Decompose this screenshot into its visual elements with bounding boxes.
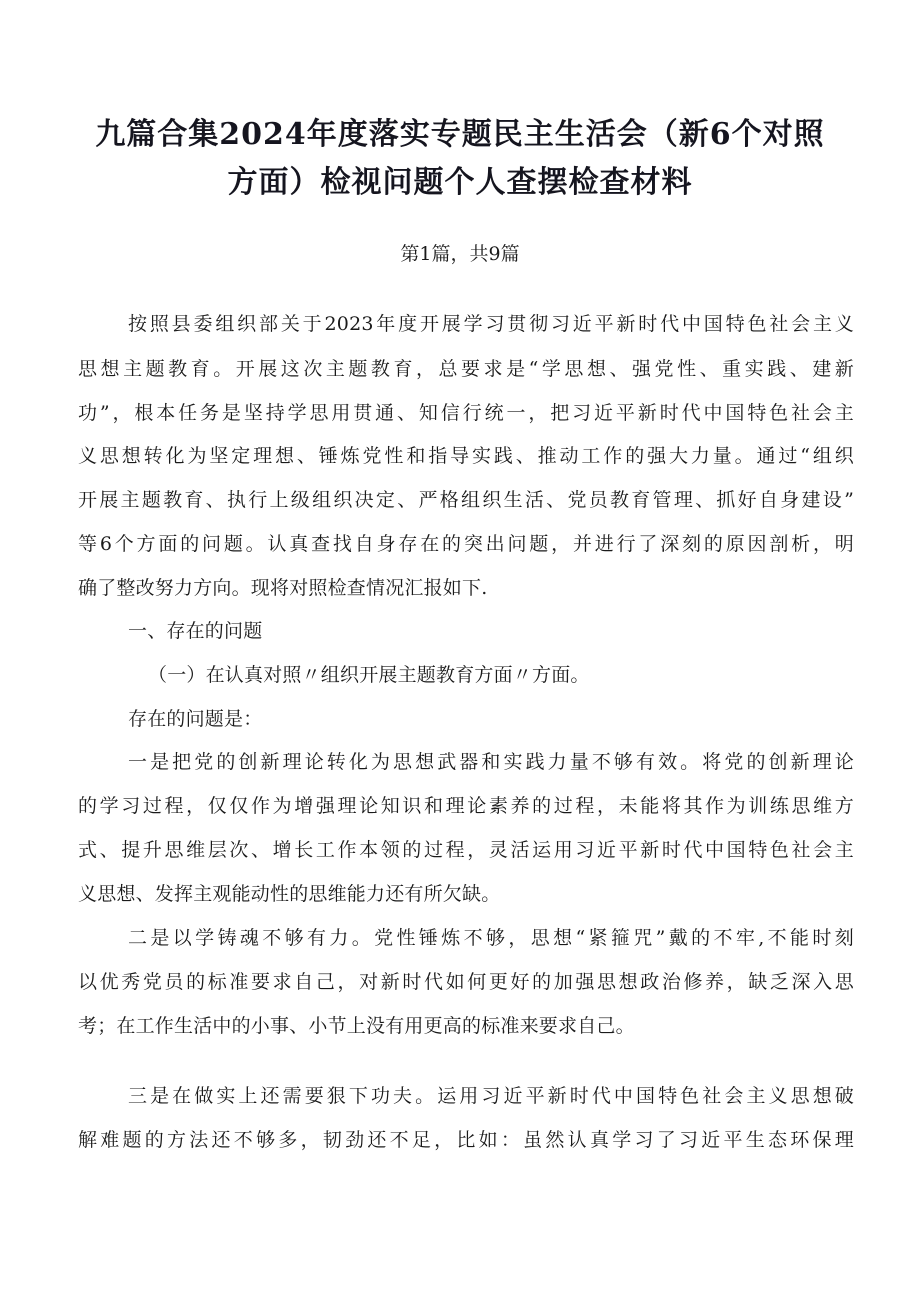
body-line: 存在的问题是： bbox=[128, 708, 263, 730]
body-line: 等6个方面的问题。认真查找自身存在的突出问题，并进行了深刻的原因剖析，明 bbox=[78, 533, 854, 555]
body-line: 功”，根本任务是坚持学思用贯通、知信行统一，把习近平新时代中国特色社会主 bbox=[78, 402, 854, 424]
body-line: 考；在工作生活中的小事、小节上没有用更高的标准来要求自己。 bbox=[78, 1015, 635, 1037]
body-line: 式、提升思维层次、增长工作本领的过程，灵活运用习近平新时代中国特色社会主 bbox=[78, 839, 854, 861]
body-line: 义思想、发挥主观能动性的思维能力还有所欠缺。 bbox=[78, 883, 501, 905]
body-line: 义思想转化为坚定理想、锤炼党性和指导实践、推动工作的强大力量。通过“组织 bbox=[78, 445, 854, 467]
subsection-heading: （一）在认真对照〃组织开展主题教育方面〃方面。 bbox=[148, 664, 590, 686]
body-line: 的学习过程，仅仅作为增强理论知识和理论素养的过程，未能将其作为训练思维方 bbox=[78, 795, 854, 817]
body-line: 三是在做实上还需要狠下功夫。运用习近平新时代中国特色社会主义思想破 bbox=[128, 1085, 854, 1107]
body-line: 一是把党的创新理论转化为思想武器和实践力量不够有效。将党的创新理论 bbox=[128, 751, 854, 773]
body-line: 开展主题教育、执行上级组织决定、严格组织生活、党员教育管理、抓好自身建设” bbox=[78, 489, 854, 511]
body-line: 按照县委组织部关于2023年度开展学习贯彻习近平新时代中国特色社会主义 bbox=[128, 313, 854, 335]
document-title-line-1: 九篇合集2024年度落实专题民主生活会（新6个对照 bbox=[95, 117, 825, 152]
body-line: 解难题的方法还不够多，韧劲还不足，比如：虽然认真学习了习近平生态环保理 bbox=[78, 1129, 854, 1151]
body-line: 二是以学铸魂不够有力。党性锤炼不够，思想“紧箍咒”戴的不牢,不能时刻 bbox=[128, 927, 854, 949]
body-line: 以优秀党员的标准要求自己，对新时代如何更好的加强思想政治修养，缺乏深入思 bbox=[78, 971, 854, 993]
section-heading: 一、存在的问题 bbox=[128, 620, 263, 642]
body-line: 思想主题教育。开展这次主题教育，总要求是“学思想、强党性、重实践、建新 bbox=[78, 358, 854, 380]
document-title-line-2: 方面）检视问题个人查摆检查材料 bbox=[227, 165, 693, 200]
body-line: 确了整改努力方向。现将对照检查情况汇报如下. bbox=[78, 577, 488, 599]
part-label: 第1篇，共9篇 bbox=[400, 243, 520, 265]
